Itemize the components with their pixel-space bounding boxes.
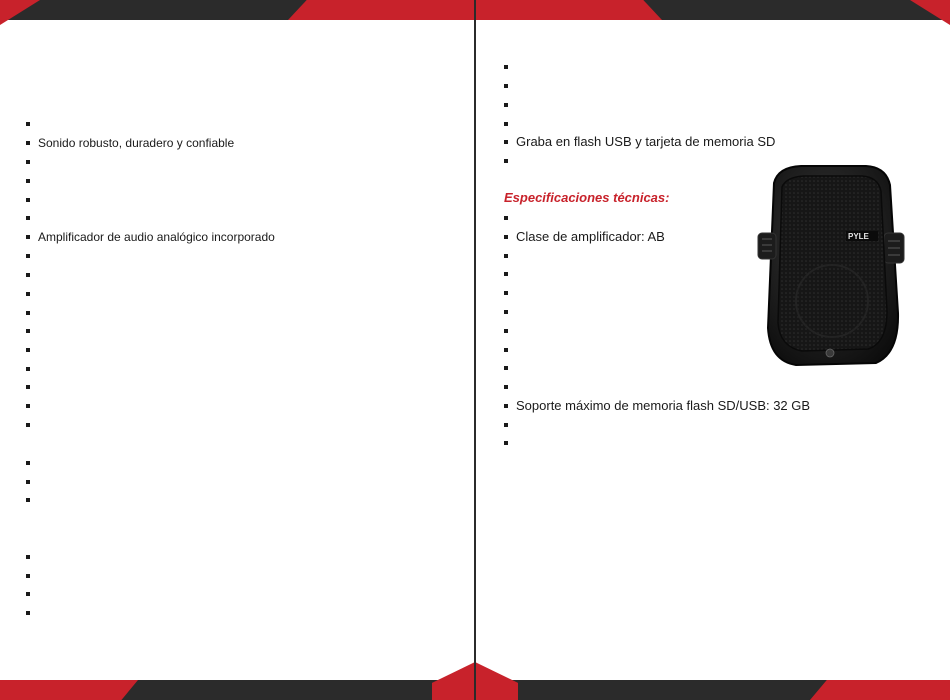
bullet-icon xyxy=(504,65,508,69)
bullet-icon xyxy=(26,480,30,484)
bullet-icon xyxy=(26,574,30,578)
bullet-item xyxy=(26,606,38,620)
right-page xyxy=(476,0,950,700)
spec-item xyxy=(504,361,516,375)
bullet-icon xyxy=(26,198,30,202)
bullet-item xyxy=(26,193,38,207)
bullet-item: Sonido robusto, duradero y confiable xyxy=(26,136,234,150)
bullet-icon xyxy=(26,592,30,596)
spec-item: Soporte máximo de memoria flash SD/USB: 32 GB xyxy=(504,399,810,413)
speaker-brand-logo: PYLE xyxy=(848,232,869,241)
spec-item xyxy=(504,286,516,300)
bullet-item xyxy=(26,174,38,188)
spec-item: Clase de amplificador: AB xyxy=(504,230,665,244)
bullet-icon xyxy=(26,404,30,408)
bullet-icon xyxy=(504,216,508,220)
bullet-icon xyxy=(504,310,508,314)
bullet-item: Graba en flash USB y tarjeta de memoria SD xyxy=(504,135,775,149)
bullet-icon xyxy=(26,555,30,559)
bullet-icon xyxy=(26,235,30,239)
bullet-item xyxy=(26,362,38,376)
bullet-item xyxy=(26,418,38,432)
spec-item xyxy=(504,418,516,432)
bullet-item xyxy=(26,155,38,169)
bullet-item xyxy=(26,343,38,357)
bullet-icon xyxy=(504,366,508,370)
bullet-icon xyxy=(26,348,30,352)
spec-item xyxy=(504,380,516,394)
bullet-icon xyxy=(26,216,30,220)
bullet-icon xyxy=(504,235,508,239)
bullet-item xyxy=(26,249,38,263)
bullet-icon xyxy=(26,122,30,126)
bullet-item xyxy=(26,475,38,489)
bullet-icon xyxy=(26,141,30,145)
bullet-icon xyxy=(504,404,508,408)
bullet-item xyxy=(504,98,516,112)
bullet-item xyxy=(504,117,516,131)
spec-item xyxy=(504,305,516,319)
bullet-icon xyxy=(26,385,30,389)
bullet-icon xyxy=(26,179,30,183)
bullet-icon xyxy=(26,423,30,427)
bullet-item xyxy=(26,569,38,583)
bullet-icon xyxy=(504,122,508,126)
bullet-item xyxy=(504,79,516,93)
spec-item xyxy=(504,436,516,450)
bullet-item xyxy=(26,324,38,338)
bullet-icon xyxy=(26,329,30,333)
bullet-item xyxy=(504,60,516,74)
bullet-item xyxy=(26,587,38,601)
speaker-image xyxy=(756,163,906,373)
bullet-icon xyxy=(26,461,30,465)
bullet-item xyxy=(26,306,38,320)
bullet-icon xyxy=(504,348,508,352)
bullet-icon xyxy=(504,254,508,258)
bullet-item xyxy=(26,550,38,564)
bullet-item xyxy=(26,287,38,301)
spec-item xyxy=(504,343,516,357)
spec-item xyxy=(504,249,516,263)
bullet-icon xyxy=(504,423,508,427)
bullet-icon xyxy=(504,441,508,445)
bullet-icon xyxy=(26,311,30,315)
bullet-item xyxy=(26,268,38,282)
bullet-item xyxy=(26,456,38,470)
bullet-icon xyxy=(504,385,508,389)
bullet-item xyxy=(26,117,38,131)
bullet-icon xyxy=(26,254,30,258)
bullet-icon xyxy=(504,103,508,107)
bullet-icon xyxy=(504,159,508,163)
bullet-icon xyxy=(26,292,30,296)
bullet-icon xyxy=(504,272,508,276)
bullet-item: Amplificador de audio analógico incorporado xyxy=(26,230,275,244)
spec-item xyxy=(504,324,516,338)
bullet-item xyxy=(26,493,38,507)
left-page xyxy=(0,0,474,700)
bullet-icon xyxy=(504,329,508,333)
bullet-icon xyxy=(26,367,30,371)
bullet-icon xyxy=(504,140,508,144)
specs-heading: Especificaciones técnicas: xyxy=(504,190,670,205)
bullet-icon xyxy=(26,498,30,502)
bullet-icon xyxy=(26,611,30,615)
bullet-icon xyxy=(504,291,508,295)
bullet-icon xyxy=(26,160,30,164)
bullet-item xyxy=(26,380,38,394)
spec-item xyxy=(504,211,516,225)
bullet-item xyxy=(504,154,516,168)
spec-item xyxy=(504,267,516,281)
bullet-item xyxy=(26,211,38,225)
bullet-item xyxy=(26,399,38,413)
bullet-icon xyxy=(26,273,30,277)
bullet-icon xyxy=(504,84,508,88)
